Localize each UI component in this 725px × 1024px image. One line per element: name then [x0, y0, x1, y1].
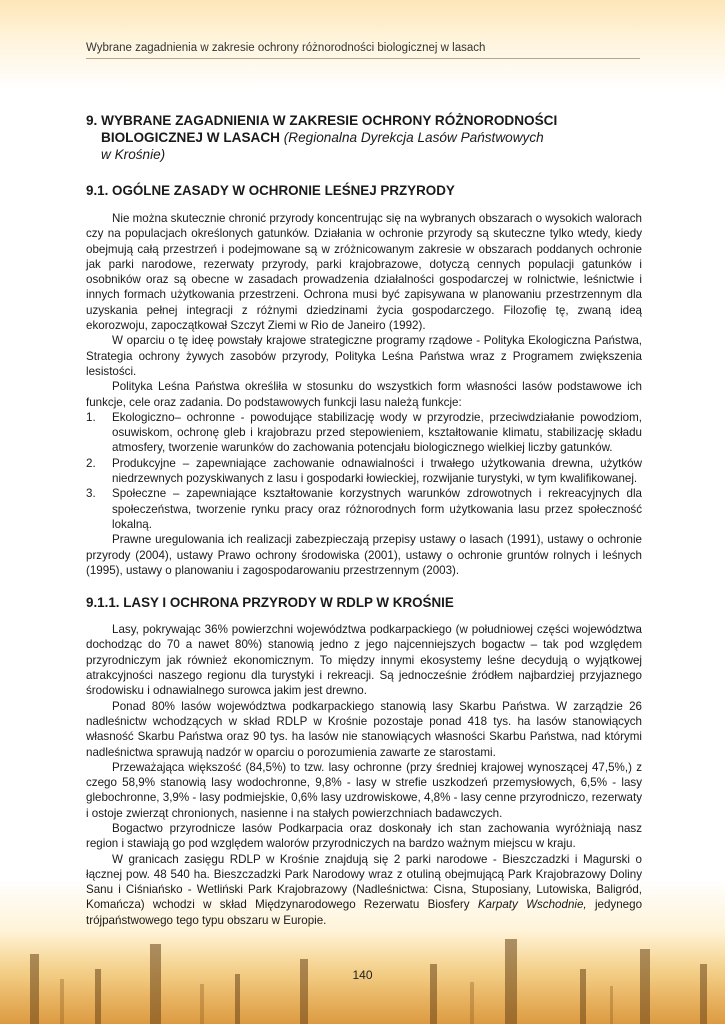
paragraph: Przeważająca większość (84,5%) to tzw. lasy ochronne (przy średniej krajowej wynoszącej 47,5%,) z czego 58,9% stanowią lasy wodochronne, 9,8% - lasy w strefie uszkodzeń przemysłowych, 6,5% - lasy glebochronne, 3,9% - lasy podmiejskie, 0,6% lasy uzdrowiskowe, 4,8% - lasy cenne przyrodniczo, rezerwaty i ostoje zwierząt chronionych, nasienne i na stałych powierzchniach badawczych.: [86, 760, 642, 820]
section-heading: 9.1. OGÓLNE ZASADY W OCHRONIE LEŚNEJ PRZYRODY: [86, 183, 455, 198]
paragraph: Lasy, pokrywając 36% powierzchni województwa podkarpackiego (w południowej części województwa dochodząc do 70 a nawet 80%) stanowią jedno z jego najcenniejszych bogactw – tak pod względem przyrodniczym jak również ekonomicznym. To między innymi ekosystemy leśne decydują o wyjątkowej atrakcyjności naszego regionu dla turystyki i rekreacji. Są jednocześnie źródłem najbardziej przyjaznego środowisku i odnawialnego surowca jakim jest drewno.: [86, 623, 642, 698]
paragraph: Bogactwo przyrodnicze lasów Podkarpacia oraz doskonały ich stan zachowania wyróżniają nasz region i stawiają go pod względem walorów przyrodniczych na bardzo ważnym miejscu w kraju.: [86, 821, 642, 851]
running-header: [86, 42, 640, 59]
page-number: 140: [352, 968, 373, 982]
paragraph-text: W granicach zasięgu RDLP w Krośnie znajdują się 2 parki narodowe - Bieszczadzki i Magurski o łącznej pow. 48 540 ha. Bieszczadzki Park Narodowy wraz z otuliną obejmującą Park Krajobrazowy Doliny Sanu i Ciśniańsko - Wetliński Park Krajobrazowy (Nadleśnictwa: Cisna, Stuposiany, Lutowiska, Baligród, Komańcza) wchodzi w skład Międzynarodowego Rezerwatu Biosfery: [86, 852, 642, 912]
list-number: 3.: [86, 487, 96, 501]
paragraph: Polityka Leśna Państwa określiła w stosunku do wszystkich form własności lasów podstawowe ich funkcje, cele oraz zadania. Do podstawowych funkcji lasu należą funkcje:: [86, 380, 642, 409]
list-text: Społeczne – zapewniające kształtowanie korzystnych warunków zdrowotnych i rekreacyjnych dla społeczeństwa, tworzenie rynku pracy oraz różnorodnych form użytkowania lasu przez społeczność lokalną.: [112, 487, 642, 531]
chapter-author-part2: w Krośnie): [101, 147, 166, 162]
paragraph: Prawne uregulowania ich realizacji zabezpieczają przepisy ustawy o lasach (1991), ustawy o ochronie przyrody (2004), ustawy Prawo ochrony środowiska (2001), ustawy o ochronie gruntów rolnych i leśnych (1995), ustawy o planowaniu i zagospodarowaniu przestrzennym (2003).: [86, 533, 642, 577]
paragraph: [86, 852, 642, 928]
list-text: Ekologiczno– ochronne - powodujące stabilizację wody w przyrodzie, przeciwdziałanie powodziom, osuwiskom, ochronę gleb i krajobrazu przed stepowieniem, kształtowanie klimatu, stabilizację składu atmosfery, tworzenie warunków do zachowania potencjału biologicznego wielkiej liczby gatunków.: [112, 410, 642, 455]
paragraph: Nie można skutecznie chronić przyrody koncentrując się na wybranych obszarach o wysokich walorach czy na populacjach określonych gatunków. Działania w ochronie przyrody są skuteczne tylko wtedy, kiedy obejmują całą przestrzeń i podejmowane są w zróżnicowanym zakresie w obszarach poddanych ochronie jak parki narodowe, rezerwaty przyrody, parki krajobrazowe, dotyczą cennych populacji gatunków i osobników oraz są obecne w zasadach prowadzenia działalności gospodarczej w rolnictwie, leśnictwie i innych formach użytkowania przestrzeni. Ochrona musi być zapisywana w planowaniu przestrzennym dla uzyskania pełnej integracji z różnymi dziedzinami życia gospodarczego. Filozofię tę, zwaną ideą ekorozwoju, zapoczątkował Szczyt Ziemi w Rio de Janeiro (1992).: [86, 212, 642, 333]
list-text: Produkcyjne – zapewniające zachowanie odnawialności i trwałego użytkowania drewna, użytków niedrzewnych pozyskiwanych z lasu i gospodarki łowieckiej, rozwijanie turystyki, w tym kwalifikowanej.: [112, 456, 642, 486]
chapter-title-line2: BIOLOGICZNEJ W LASACH: [101, 130, 280, 145]
chapter-title-line2-wrapper: [86, 129, 642, 146]
paragraph: Ponad 80% lasów województwa podkarpackiego stanowią lasy Skarbu Państwa. W zarządzie 26 nadleśnictw wchodzących w skład RDLP w Krośnie pozostaje ponad 418 tys. ha lasów stanowiących własność Skarbu Państwa oraz 90 tys. ha lasów nie stanowiących własności Skarbu Państwa, nad którymi nadleśnictwa sprawują nadzór w oparciu o porozumienia zawarte ze starostami.: [86, 699, 642, 759]
running-title: Wybrane zagadnienia w zakresie ochrony różnorodności biologicznej w lasach: [86, 42, 486, 54]
list-item: [86, 456, 642, 487]
chapter-author-part1: (Regionalna Dyrekcja Lasów Państwowych: [283, 130, 544, 145]
chapter-title: [86, 112, 642, 163]
chapter-title-line1: 9. WYBRANE ZAGADNIENIA W ZAKRESIE OCHRONY RÓŻNORODNOŚCI: [86, 113, 558, 128]
list-item: [86, 486, 642, 532]
biosphere-name: Karpaty Wschodnie,: [477, 898, 587, 912]
paragraph: W oparciu o tę ideę powstały krajowe strategiczne programy rządowe - Polityka Ekologiczna Państwa, Strategia ochrony żywych zasobów przyrody, Polityka Leśna Państwa wraz z Programem zwiększenia lesistości.: [86, 334, 642, 378]
list-number: 1.: [86, 410, 96, 424]
paragraph-text-end: jedynego trójpaństwowego tego typu obszaru w Europie.: [86, 898, 643, 927]
functions-list: [86, 410, 642, 532]
page-content: [86, 112, 642, 928]
list-item: [86, 410, 642, 456]
list-number: 2.: [86, 456, 96, 470]
subsection-heading: 9.1.1. LASY I OCHRONA PRZYRODY W RDLP W KROŚNIE: [86, 595, 454, 611]
